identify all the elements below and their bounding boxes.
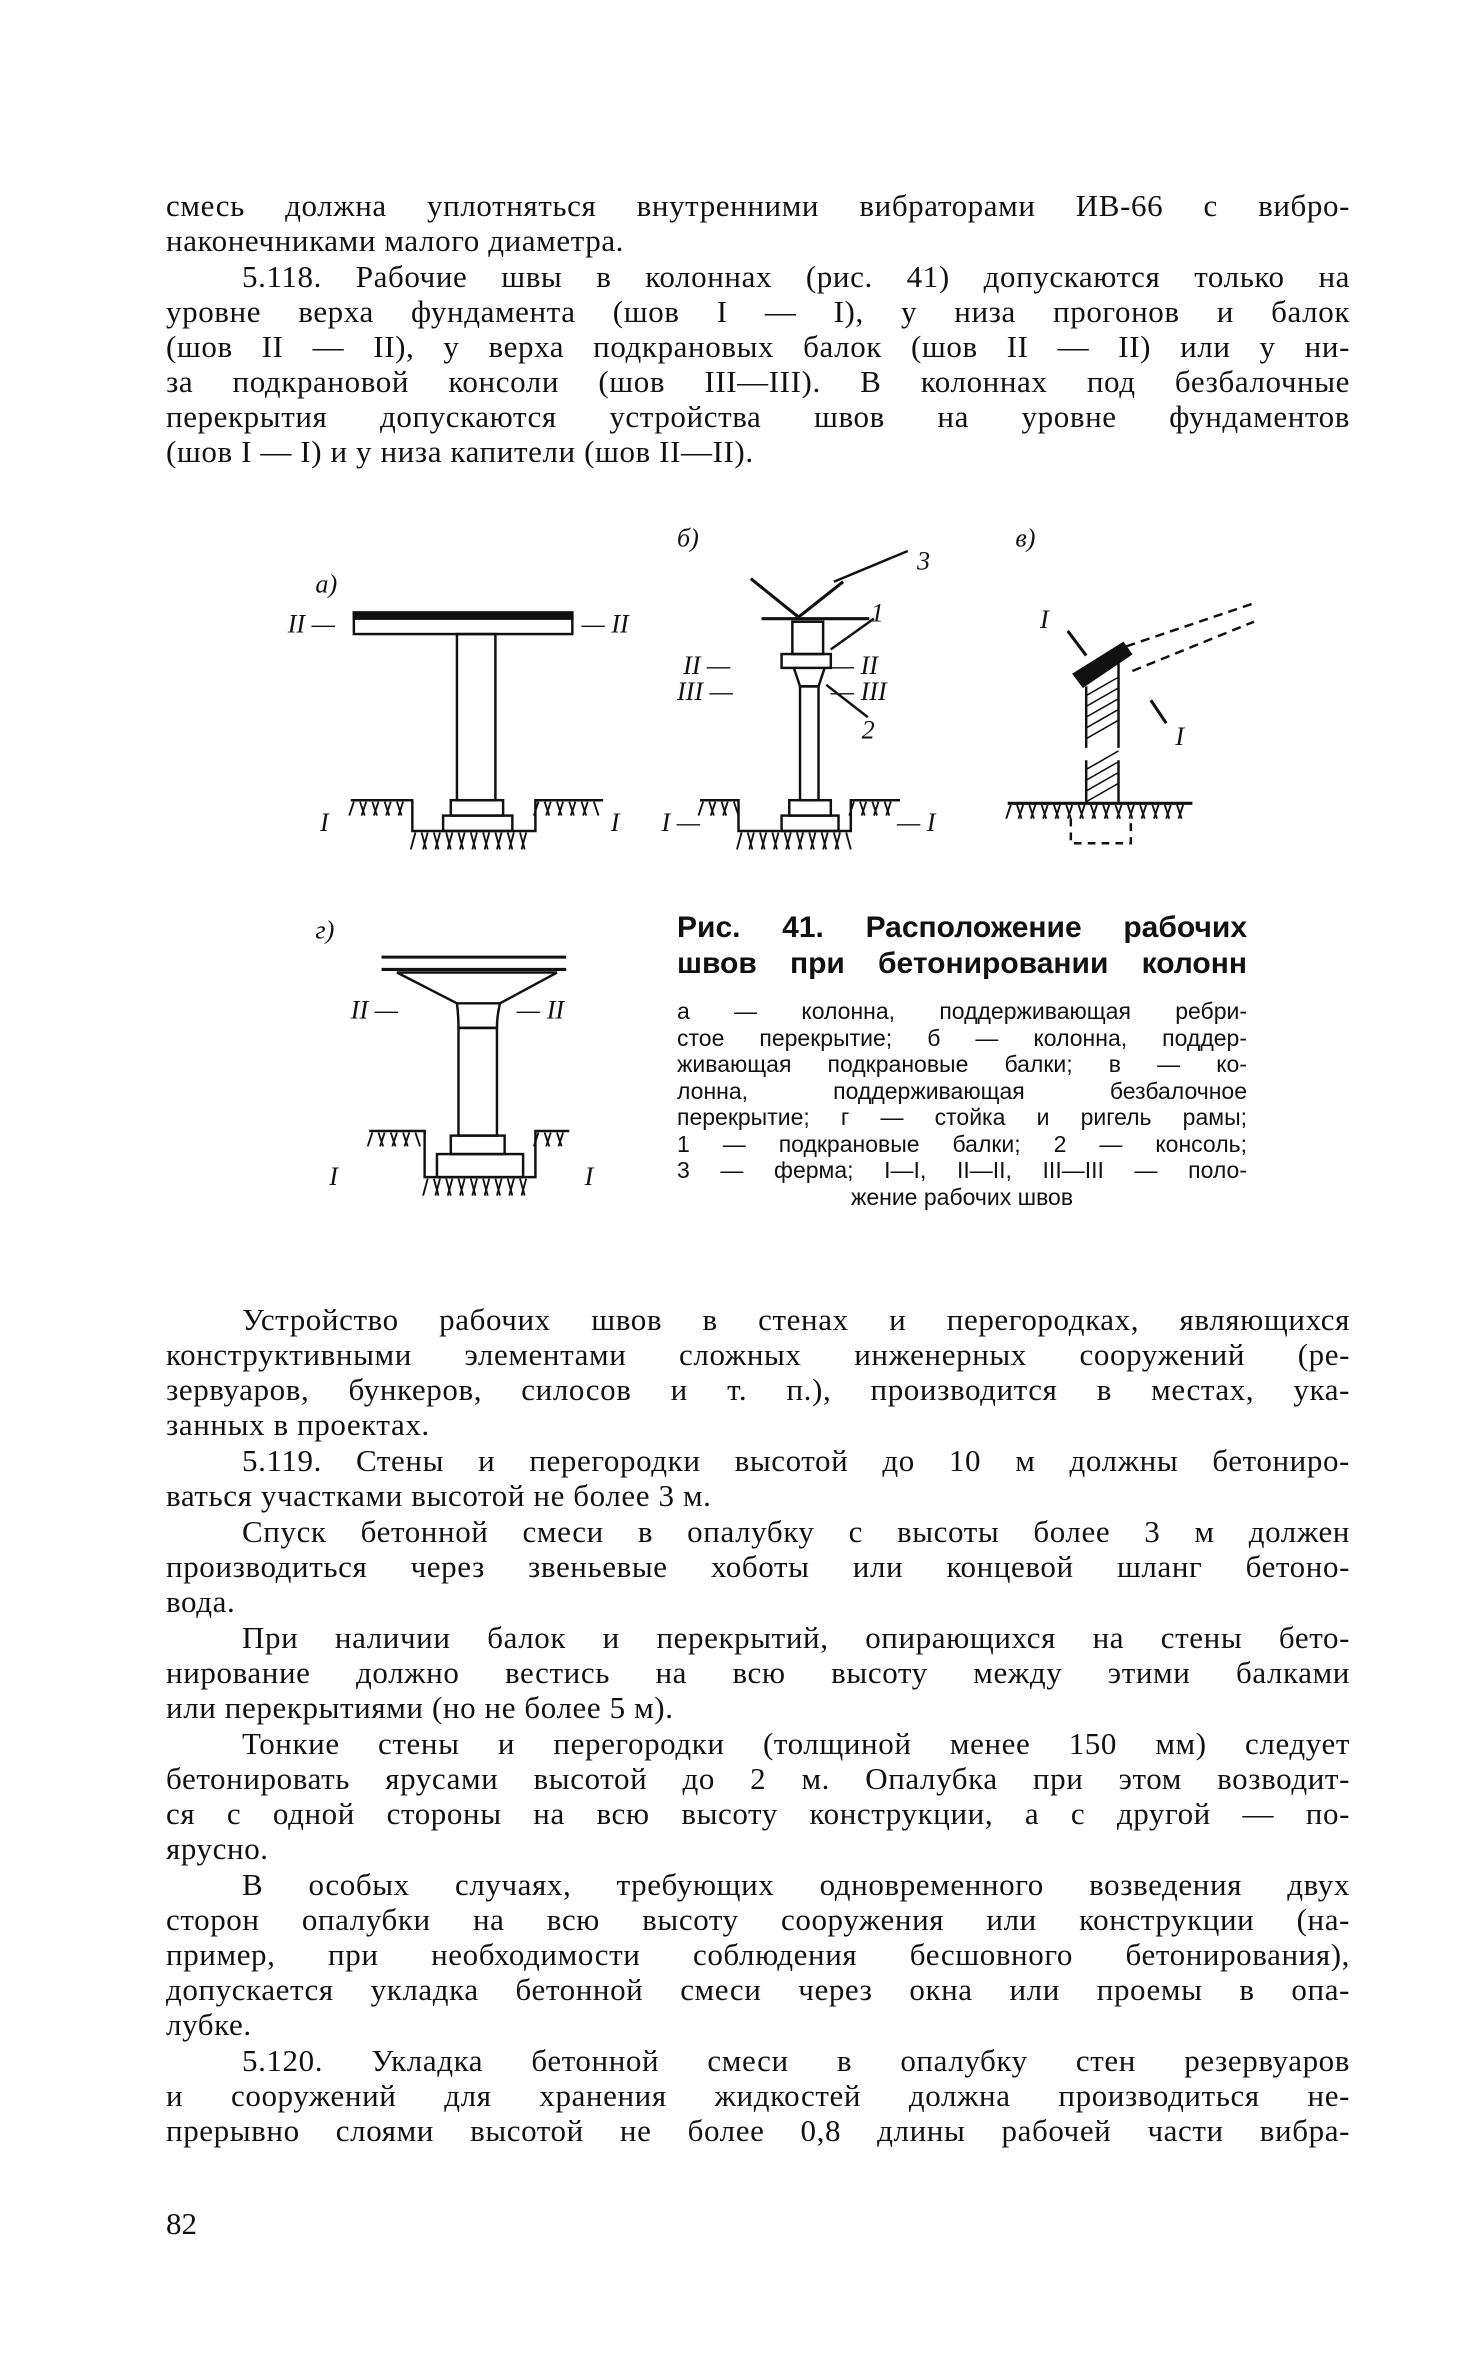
caption-legend-line: живающая подкрановые балки; в — ко- [677,1051,1247,1077]
hatch-stroke [415,1133,420,1147]
seam-label-II-left: II — [350,995,398,1025]
hatch-stroke [1086,720,1118,738]
hatch-stroke [822,833,827,850]
slab-dashed-bottom [1132,622,1254,671]
seam-label-III-left: III — [676,677,733,707]
hatch-stroke [380,1133,385,1147]
hatch-stroke [434,833,439,850]
caption-legend-line: перекрытие; г — стойка и ригель рамы; [677,1104,1247,1130]
hatch-stroke [485,1179,490,1196]
seam-label-II-right: — II [581,609,629,639]
hatch-stroke [709,802,714,816]
text-line: ярусно. [166,1831,269,1866]
hatch-stroke [1091,805,1096,819]
paragraph [166,1514,1350,1619]
hatch-stroke [372,802,377,816]
page-number: 82 [166,2206,197,2241]
figure-b-label: б) [676,523,699,553]
ground-hatching [534,1133,563,1147]
footing-lower [782,816,839,831]
caption-title-line: Рис. 41. Расположение рабочих [677,911,1247,944]
paragraph [166,2043,1350,2148]
ground-hatching [411,833,526,850]
caption-legend-line: 1 — подкрановые балки; 2 — консоль; [677,1130,1247,1157]
column [457,634,495,800]
caption-legend [677,998,1247,1210]
pit-outline [369,1131,569,1177]
hatch-stroke [460,833,465,850]
hatch-stroke [749,833,754,850]
hatch-stroke [1043,805,1048,819]
text-line: 5.119. Стены и перегородки высотой до 10 м должны бетониро- [242,1443,1350,1478]
column-upper [792,622,823,654]
seam-label-I-top: I [1040,604,1049,634]
hatch-stroke [349,802,354,816]
hatch-stroke [785,833,790,850]
hatch-stroke [448,1179,453,1196]
paragraph [166,259,1350,469]
hatch-stroke [874,802,879,816]
column-hatching [1086,751,1118,802]
hatch-stroke [846,833,851,850]
hatch-stroke [520,833,525,850]
hatch-stroke [509,1179,514,1196]
hatch-stroke [886,802,891,816]
ground-hatching [737,833,851,850]
column-lower [800,686,818,800]
hatch-stroke [722,802,727,816]
caption-title-line: швов при бетонировании колонн [677,947,1247,980]
hatch-stroke [446,833,451,850]
hatch-stroke [1142,805,1147,819]
label-2: 2 [861,715,875,745]
paragraph [166,188,1350,258]
hatch-stroke [1086,677,1118,695]
hatch-stroke [799,833,804,850]
seam-label-II-left: II — [683,651,731,681]
hatch-stroke [483,833,488,850]
hatch-stroke [1165,805,1170,819]
hatch-stroke [520,1179,525,1196]
top-text-block [166,188,1350,470]
capital-neck [457,1003,500,1028]
ground-hatching [698,802,738,816]
hatch-stroke [786,833,791,850]
figure-a-label: а) [315,569,338,599]
paragraph [166,1867,1350,2042]
figure-a [287,570,630,850]
hatch-stroke [569,802,574,816]
seam-label-I-right: I [610,807,620,837]
hatch-stroke [834,833,839,850]
caption-legend-line: а — колонна, поддерживающая ребри- [677,998,1247,1024]
paragraph [166,1620,1350,1725]
hatch-stroke [360,802,365,816]
text-line: или перекрытиями (но не более 5 м). [166,1690,674,1725]
hatch-stroke [1029,805,1034,819]
text-line: перекрытия допускаются устройства швов на уровне фундаментов [166,399,1350,434]
hatch-stroke [495,1179,500,1196]
hatch-stroke [772,833,777,850]
hatch-stroke [391,1133,396,1147]
text-line: допускается укладка бетонной смеси через окна или проемы в опа- [166,1972,1350,2007]
hatch-stroke [797,833,802,850]
seam-label-I-left: I [320,807,329,837]
pit-outline [700,800,900,831]
text-line: Спуск бетонной смеси в опалубку с высоты более 3 м должен [242,1514,1350,1549]
hatch-stroke [403,1133,408,1147]
leader-1 [831,619,874,650]
ground-hatching [534,802,599,816]
hatch-stroke [849,802,854,816]
hatch-stroke [534,1133,539,1147]
text-line: производиться через звеньевые хоботы или концевой шланг бетоно- [166,1549,1350,1584]
column [458,1028,496,1136]
hatch-stroke [385,802,390,816]
seam-mark-top [1068,631,1086,656]
hatch-stroke [497,1179,502,1196]
hatch-stroke [362,802,367,816]
text-line: наконечниками малого диаметра. [166,223,625,258]
text-line: уровне верха фундамента (шов I — I), у низа прогонов и балок [166,294,1350,329]
seam-label-II-left: II — [287,609,335,639]
hatch-stroke [448,833,453,850]
seam-label-I-left: I [329,1161,338,1191]
text-line: смесь должна уплотняться внутренними вибраторами ИВ-66 с вибро- [166,188,1350,223]
hatch-stroke [405,1133,410,1147]
hatch-stroke [1179,805,1184,819]
hatch-stroke [1105,805,1110,819]
footing-upper [789,800,831,815]
slab-dashed-top [1126,603,1254,646]
text-line: (шов II — II), у верха подкрановых балок (шов II — II) или у ни- [166,329,1350,364]
hatch-stroke [811,833,816,850]
hatch-stroke [423,1179,428,1196]
paragraph [166,1302,1350,1442]
hatch-stroke [557,1133,562,1147]
leader-2 [826,685,868,717]
text-line: нирование должно вестись на всю высоту между этими балками [166,1655,1350,1690]
hatch-stroke [1177,805,1182,819]
hatch-stroke [522,833,527,850]
hatch-stroke [723,802,728,816]
figure-g [315,916,594,1196]
hatch-stroke [483,1179,488,1196]
hatch-stroke [458,833,463,850]
text-line: 5.118. Рабочие швы в колоннах (рис. 41) допускаются только на [242,259,1350,294]
hatch-stroke [582,802,587,816]
hatch-stroke [509,833,514,850]
figure-b [661,523,937,849]
footing-dashed [1071,819,1131,844]
hatch-stroke [557,802,562,816]
label-3: 3 [916,546,931,576]
hatch-stroke [862,802,867,816]
figure-v-label: в) [1015,523,1036,553]
seam-label-II-right: — II [516,995,565,1025]
seam-label-III-right: — III [830,677,887,707]
hatch-stroke [1086,688,1118,706]
footing-upper [451,800,503,815]
footing-upper [451,1136,505,1154]
caption-legend-line: стое перекрытие; б — колонна, поддер- [677,1024,1247,1051]
hatch-stroke [1140,805,1145,819]
hatch-stroke [386,802,391,816]
hatch-stroke [378,1133,383,1147]
paragraph [166,1443,1350,1513]
hatch-stroke [471,833,476,850]
text-line: Тонкие стены и перегородки (толщиной менее 150 мм) следует [242,1726,1350,1761]
hatch-stroke [435,1179,440,1196]
hatch-stroke [508,833,513,850]
truss [751,579,843,617]
label-1: 1 [870,598,884,628]
hatch-stroke [546,802,551,816]
hatch-stroke [762,833,767,850]
hatch-stroke [1080,805,1085,819]
hatch-stroke [1086,751,1118,769]
text-line: занных в проектах. [166,1407,430,1442]
hatch-stroke [397,802,402,816]
ground-hatching [423,1179,526,1196]
caption-legend-line: 3 — ферма; I—I, II—II, III—III — поло- [677,1157,1247,1183]
hatch-stroke [471,1179,476,1196]
caption-legend-line: жение рабочих швов [850,1183,1074,1210]
seam-label-II-right: — II [830,651,879,681]
hatch-stroke [422,833,427,850]
hatch-stroke [1055,805,1060,819]
hatch-stroke [1115,805,1120,819]
hatch-stroke [1042,805,1047,819]
hatch-stroke [472,833,477,850]
hatch-stroke [872,802,877,816]
hatch-stroke [1054,805,1059,819]
text-line: При наличии балок и перекрытий, опирающихся на стены бето- [242,1620,1350,1655]
hatch-stroke [748,833,753,850]
text-line: конструктивными элементами сложных инженерных сооружений (ре- [166,1337,1350,1372]
hatch-stroke [1079,805,1084,819]
hatch-stroke [472,1179,477,1196]
hatch-stroke [760,833,765,850]
slab [354,613,572,635]
caption-legend-line: лонна, поддерживающая безбалочное [677,1077,1247,1104]
hatch-stroke [1086,783,1118,801]
slab-slanted [1074,643,1131,686]
text-line: и сооружений для хранения жидкостей должна производиться не- [166,2078,1350,2113]
hatch-stroke [1117,805,1122,819]
text-line: вода. [166,1584,236,1619]
hatch-stroke [545,1133,550,1147]
hatch-stroke [423,833,428,850]
text-line: ваться участками высотой не более 3 м. [166,1478,712,1513]
hatch-stroke [374,802,379,816]
pit-outline [351,800,603,831]
text-line: (шов I — I) и у низа капители (шов II—II). [166,434,754,469]
hatch-stroke [1128,805,1133,819]
hatch-stroke [446,1179,451,1196]
hatch-stroke [1166,805,1171,819]
hatch-stroke [809,833,814,850]
slab-top [354,613,572,619]
column-hatching [1086,677,1118,739]
hatch-stroke [1031,805,1036,819]
seam-label-I-bottom: I [1175,721,1185,751]
hatch-stroke [698,802,703,816]
hatch-stroke [435,833,440,850]
hatch-stroke [734,802,739,816]
hatch-stroke [434,1179,439,1196]
ground-hatching [849,802,891,816]
hatch-stroke [558,1133,563,1147]
hatch-stroke [774,833,779,850]
figure-caption [677,910,1247,1210]
hatch-stroke [1129,805,1134,819]
hatch-stroke [711,802,716,816]
hatch-stroke [460,1179,465,1196]
hatch-stroke [368,1133,373,1147]
text-line: 5.120. Укладка бетонной смеси в опалубку стен резервуаров [242,2043,1350,2078]
text-line: ся с одной стороны на всю высоту конструкции, а с другой — по- [166,1796,1350,1831]
figure-g-label: г) [315,915,335,945]
hatch-stroke [1092,805,1097,819]
hatch-stroke [1019,805,1024,819]
footing-lower [443,816,512,831]
hatch-stroke [1068,805,1073,819]
ground-hatching [1006,805,1183,819]
column-outline [1086,662,1118,802]
hatch-stroke [1017,805,1022,819]
column-taper [794,668,825,686]
hatch-stroke [411,833,416,850]
paragraph [166,1726,1350,1866]
text-line: бетонировать ярусами высотой до 2 м. Опалубка при этом возводит- [166,1761,1350,1796]
seam-label-I-left: I — [661,807,701,837]
hatch-stroke [398,802,403,816]
capital [397,973,557,1004]
hatch-stroke [546,1133,551,1147]
hatch-stroke [1103,805,1108,819]
seam-label-I-right: I [584,1161,594,1191]
footing-lower [437,1154,523,1177]
hatch-stroke [497,833,502,850]
hatch-stroke [1086,709,1118,727]
hatch-stroke [392,1133,397,1147]
text-line: прерывно слоями высотой не более 0,8 длины рабочей части вибра- [166,2113,1350,2148]
seam-label-I-right: — I [896,807,936,837]
hatch-stroke [835,833,840,850]
hatch-stroke [583,802,588,816]
hatch-stroke [558,802,563,816]
console [782,654,831,668]
hatch-stroke [594,802,599,816]
hatch-stroke [737,833,742,850]
text-line: пример, при необходимости соблюдения бесшовного бетонирования), [166,1937,1350,1972]
hatch-stroke [495,833,500,850]
text-line: Устройство рабочих швов в стенах и перегородках, являющихся [242,1302,1350,1337]
hatch-stroke [545,802,550,816]
figure-v [1006,523,1254,843]
body-text-block [166,1302,1350,2149]
hatch-stroke [1086,762,1118,780]
hatch-stroke [1086,773,1118,791]
hatch-stroke [823,833,828,850]
truss-leader [834,551,908,582]
text-line: сторон опалубки на всю высоту сооружения или конструкции (на- [166,1902,1350,1937]
seam-mark-bottom [1151,700,1166,723]
text-line: В особых случаях, требующих одновременного возведения двух [242,1867,1350,1902]
hatch-stroke [860,802,865,816]
hatch-stroke [1086,699,1118,717]
ground-hatching [368,1133,420,1147]
hatch-stroke [571,802,576,816]
hatch-stroke [485,833,490,850]
ground-hatching [349,802,403,816]
text-line: зервуаров, бункеров, силосов и т. п.), производится в местах, ука- [166,1372,1350,1407]
hatch-stroke [508,1179,513,1196]
hatch-stroke [458,1179,463,1196]
hatch-stroke [1154,805,1159,819]
hatch-stroke [1152,805,1157,819]
hatch-stroke [1006,805,1011,819]
hatch-stroke [522,1179,527,1196]
hatch-stroke [1066,805,1071,819]
text-line: за подкрановой консоли (шов III—III). В колоннах под безбалочные [166,364,1350,399]
hatch-stroke [885,802,890,816]
text-line: лубке. [166,2007,252,2042]
hatch-stroke [534,802,539,816]
